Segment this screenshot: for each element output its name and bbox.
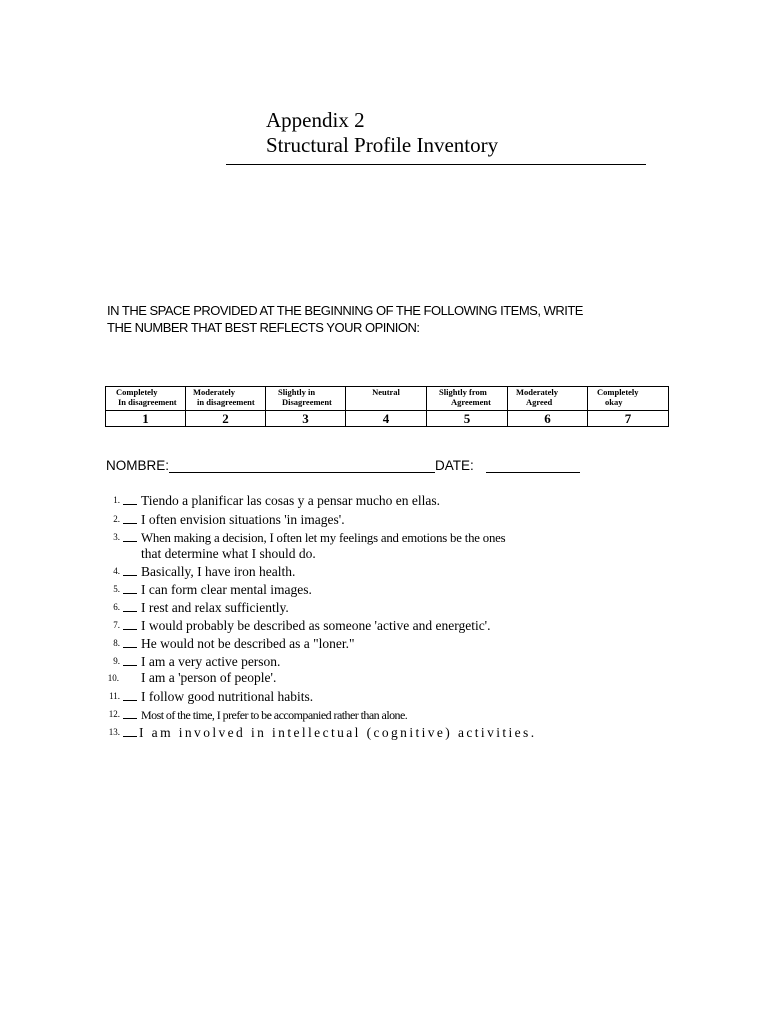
item-number: 10. — [107, 673, 119, 683]
scale-label: in disagreement — [197, 396, 255, 407]
scale-label: In disagreement — [118, 396, 177, 407]
page-title — [266, 108, 498, 158]
scale-label-cell — [588, 387, 669, 411]
answer-blank[interactable] — [123, 563, 137, 576]
item-number: 3. — [113, 532, 120, 542]
item-number: 11. — [109, 691, 120, 701]
scale-number: 1 — [106, 411, 186, 427]
scale-label-cell — [186, 387, 266, 411]
scale-label: Completely — [597, 387, 639, 397]
scale-number: 2 — [186, 411, 266, 427]
name-label: NOMBRE: — [106, 458, 170, 473]
instructions-line-2: THE NUMBER THAT BEST REFLECTS YOUR OPINION: — [107, 320, 420, 335]
scale-label: Moderately — [193, 387, 236, 397]
scale-label: Completely — [116, 387, 158, 397]
scale-label: Slightly in — [278, 387, 316, 397]
name-field[interactable] — [169, 458, 435, 473]
scale-labels-row — [106, 387, 669, 411]
item-text: I would probably be described as someone 'active and energetic'. — [141, 618, 491, 633]
name-date-line — [106, 458, 580, 473]
scale-label: Slightly from — [439, 387, 487, 397]
answer-blank[interactable] — [123, 492, 137, 505]
scale-label-cell — [508, 387, 588, 411]
scale-label-cell — [427, 387, 508, 411]
scale-label-cell — [106, 387, 186, 411]
scale-number: 4 — [346, 411, 427, 427]
scale-label: Disagreement — [282, 396, 332, 407]
scale-label: Moderately — [516, 387, 559, 397]
scale-number: 5 — [427, 411, 508, 427]
item-text: I am involved in intellectual (cognitive) activities. — [139, 725, 537, 740]
rating-scale-table — [105, 386, 669, 427]
scale-number: 7 — [588, 411, 669, 427]
scale-number: 6 — [508, 411, 588, 427]
item-number: 1. — [113, 495, 120, 505]
scale-label-cell — [346, 387, 427, 411]
answer-blank[interactable] — [123, 529, 137, 542]
answer-blank[interactable] — [123, 617, 137, 630]
item-number: 7. — [113, 620, 120, 630]
answer-blank[interactable] — [123, 581, 137, 594]
answer-blank[interactable] — [123, 511, 137, 524]
item-number: 4. — [113, 566, 120, 576]
item-number: 13. — [108, 727, 120, 737]
item-number: 6. — [113, 602, 120, 612]
item-number: 9. — [113, 656, 120, 666]
item-text: I rest and relax sufficiently. — [141, 600, 289, 615]
answer-blank[interactable] — [123, 706, 137, 719]
instructions-line-1: IN THE SPACE PROVIDED AT THE BEGINNING OF THE FOLLOWING ITEMS, WRITE — [107, 303, 583, 318]
item-number: 8. — [113, 638, 120, 648]
item-number: 12. — [108, 709, 120, 719]
item-text: He would not be described as a "loner." — [141, 636, 355, 651]
scale-number: 3 — [266, 411, 346, 427]
answer-blank[interactable] — [123, 635, 137, 648]
answer-blank[interactable] — [123, 724, 137, 737]
item-text: I often envision situations 'in images'. — [141, 512, 345, 527]
answer-blank[interactable] — [123, 599, 137, 612]
scale-label: Neutral — [372, 387, 400, 397]
item-text: I follow good nutritional habits. — [141, 689, 314, 704]
item-text: I am a 'person of people'. — [141, 670, 277, 685]
item-number: 2. — [113, 514, 120, 524]
title-underline — [226, 164, 646, 165]
inventory-title: Structural Profile Inventory — [266, 133, 499, 157]
instructions — [107, 302, 667, 336]
date-field[interactable] — [486, 458, 580, 473]
item-number: 5. — [113, 584, 120, 594]
scale-numbers-row — [106, 411, 669, 427]
item-text: Tiendo a planificar las cosas y a pensar mucho en ellas. — [141, 493, 441, 508]
scale-label: Agreement — [451, 396, 491, 407]
item-text: I can form clear mental images. — [141, 582, 312, 597]
answer-blank[interactable] — [123, 688, 137, 701]
item-text: Basically, I have iron health. — [141, 564, 296, 579]
item-text: I am a very active person. — [141, 654, 281, 669]
item-text: When making a decision, I often let my feelings and emotions be the ones — [141, 531, 506, 545]
answer-blank[interactable] — [123, 653, 137, 666]
item-text-continuation: that determine what I should do. — [141, 546, 316, 561]
date-label: DATE: — [435, 458, 474, 473]
scale-label: Agreed — [526, 396, 553, 407]
item-text: Most of the time, I prefer to be accompanied rather than alone. — [141, 708, 408, 722]
scale-label-cell — [266, 387, 346, 411]
scale-label: okay — [605, 396, 623, 407]
appendix-label: Appendix 2 — [266, 108, 365, 132]
